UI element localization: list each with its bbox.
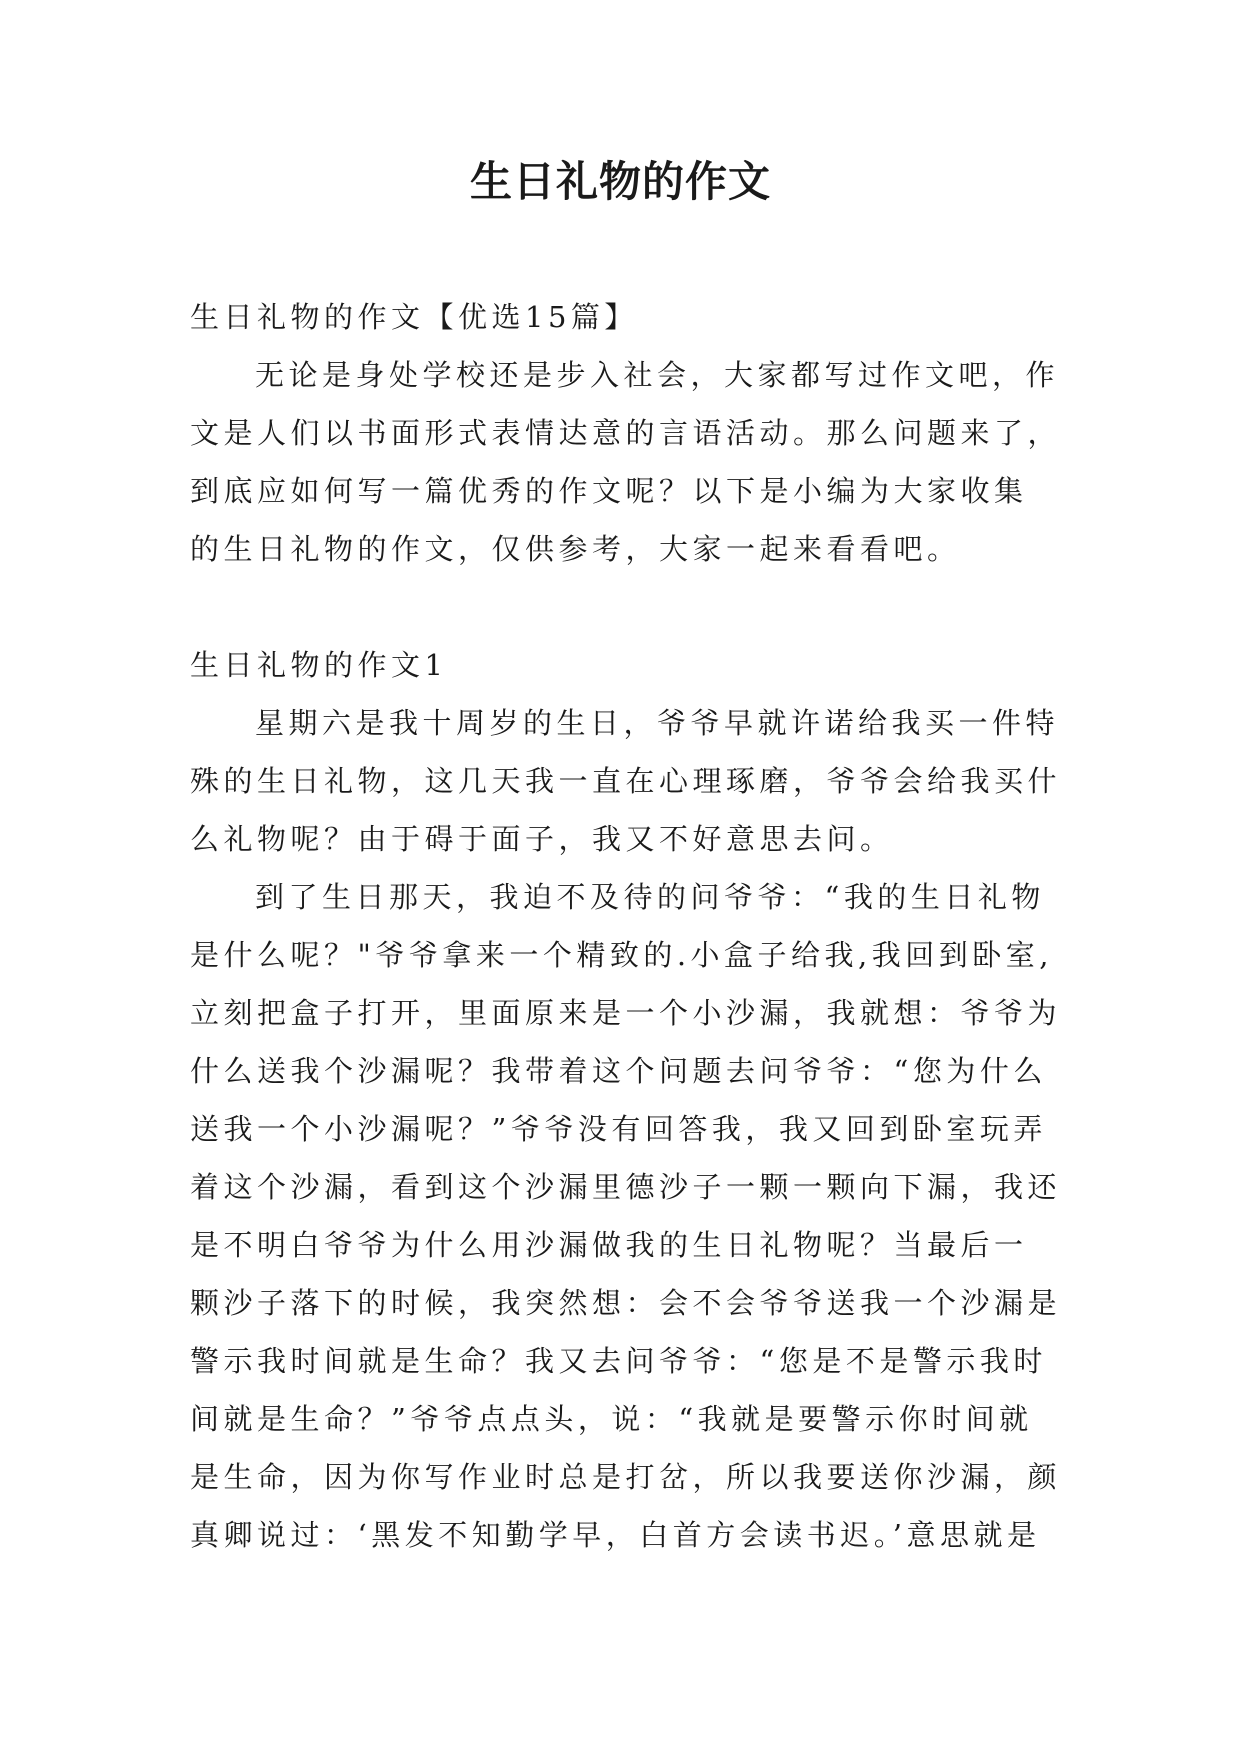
paragraph-line: 到了生日那天，我迫不及待的问爷爷：“我的生日礼物 [255, 880, 1045, 914]
paragraph-line: 什么送我个沙漏呢？我带着这个问题去问爷爷：“您为什么 [190, 1054, 1047, 1088]
paragraph-line: 无论是身处学校还是步入社会，大家都写过作文吧，作 [255, 358, 1060, 392]
paragraph-line: 么礼物呢？由于碍于面子，我又不好意思去问。 [190, 822, 894, 856]
document-subtitle: 生日礼物的作文【优选15篇】 [190, 300, 638, 334]
paragraph-spacer [190, 578, 1050, 636]
paragraph-line: 立刻把盒子打开，里面原来是一个小沙漏，我就想：爷爷为 [190, 996, 1062, 1030]
paragraph-line: 星期六是我十周岁的生日，爷爷早就许诺给我买一件特 [255, 706, 1060, 740]
paragraph-line: 殊的生日礼物，这几天我一直在心理琢磨，爷爷会给我买什 [190, 764, 1062, 798]
paragraph-line: 间就是生命？”爷爷点点头，说：“我就是要警示你时间就 [190, 1402, 1033, 1436]
document-title: 生日礼物的作文 [469, 157, 771, 206]
paragraph-line: 颗沙子落下的时候，我突然想：会不会爷爷送我一个沙漏是 [190, 1286, 1062, 1320]
paragraph-line: 文是人们以书面形式表情达意的言语活动。那么问题来了， [190, 416, 1062, 450]
paragraph-line: 是生命，因为你写作业时总是打岔，所以我要送你沙漏，颜 [190, 1460, 1062, 1494]
paragraph-line: 送我一个小沙漏呢？”爷爷没有回答我，我又回到卧室玩弄 [190, 1112, 1047, 1146]
paragraph-line: 警示我时间就是生命？我又去问爷爷：“您是不是警示我时 [190, 1344, 1047, 1378]
document-body [190, 288, 1062, 1564]
paragraph-line: 到底应如何写一篇优秀的作文呢？以下是小编为大家收集 [190, 474, 1028, 508]
intro-paragraph [190, 346, 1062, 578]
section1-paragraph-2 [190, 868, 1062, 1564]
paragraph-line: 是什么呢？"爷爷拿来一个精致的.小盒子给我,我回到卧室, [190, 938, 1053, 972]
paragraph-line: 是不明白爷爷为什么用沙漏做我的生日礼物呢？当最后一 [190, 1228, 1028, 1262]
paragraph-line: 真卿说过：‘黑发不知勤学早，白首方会读书迟。’意思就是 [190, 1518, 1041, 1552]
section1-paragraph-1 [190, 694, 1062, 868]
paragraph-line: 着这个沙漏，看到这个沙漏里德沙子一颗一颗向下漏，我还 [190, 1170, 1062, 1204]
section-heading: 生日礼物的作文1 [190, 648, 448, 682]
paragraph-line: 的生日礼物的作文，仅供参考，大家一起来看看吧。 [190, 532, 961, 566]
